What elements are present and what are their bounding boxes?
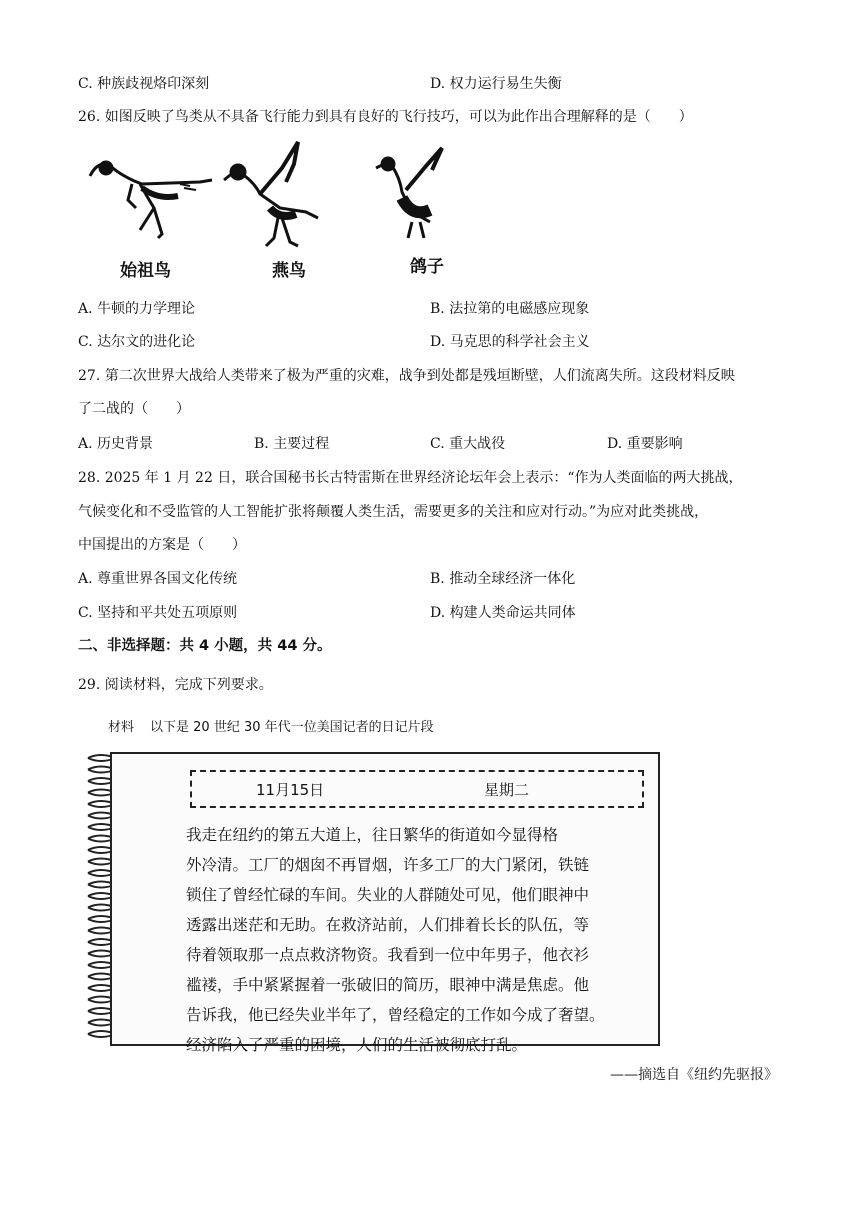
swallow-skeleton-icon [224,142,318,246]
diary-line: 待着领取那一点点救济物资。我看到一位中年男子，他衣衫 [186,946,590,964]
q26-stem: 26. 如图反映了鸟类从不具备飞行能力到具有良好的飞行技巧，可以为此作出合理解释的是（ ） [78,109,693,125]
q28-option-c: C. 坚持和平共处五项原则 [78,605,238,621]
material-source: ——摘选自《纽约先驱报》 [610,1067,778,1083]
diary-line: 外冷清。工厂的烟囱不再冒烟，许多工厂的大门紧闭，铁链 [186,856,590,874]
section2-heading: 二、非选择题：共 4 小题，共 44 分。 [78,638,332,654]
diary-page [110,752,660,1054]
diary-line: 锁住了曾经忙碌的车间。失业的人群随处可见，他们眼神中 [186,886,590,904]
diary-line: 我走在纽约的第五大道上，往日繁华的街道如今显得格 [186,826,559,844]
q26-option-a: A. 牛顿的力学理论 [78,301,196,317]
q27-stem-line1: 27. 第二次世界大战给人类带来了极为严重的灾难，战争到处都是残垣断壁，人们流离失所。这段材料反映 [78,368,735,384]
material-label: 材料 [108,720,135,735]
label-archaeopteryx: 始祖鸟 [120,261,171,281]
q29-stem: 29. 阅读材料，完成下列要求。 [78,677,273,693]
diary-text [186,820,646,1060]
q25-option-d: D. 权力运行易生失衡 [430,76,562,92]
diary-date-box [190,770,644,808]
material-title: 以下是 20 世纪 30 年代一位美国记者的日记片段 [150,720,434,735]
diary-line: 告诉我，他已经失业半年了，曾经稳定的工作如今成了奢望。 [186,1006,605,1024]
q25-option-c: C. 种族歧视烙印深刻 [78,76,210,92]
q26-option-c: C. 达尔文的进化论 [78,334,196,350]
archaeopteryx-skeleton-icon [90,162,212,238]
bird-skeletons-illustration [80,138,460,258]
q28-stem-line2: 气候变化和不受监管的人工智能扩张将颠覆人类生活，需要更多的关注和应对行动。”为应对此类挑战， [78,504,709,520]
diary-line: 透露出迷茫和无助。在救济站前，人们排着长长的队伍，等 [186,916,590,934]
diary-line: 褴褛，手中紧紧握着一张破旧的简历，眼神中满是焦虑。他 [186,976,590,994]
q28-stem-line3: 中国提出的方案是（ ） [78,537,246,553]
label-pigeon: 鸽子 [410,257,444,277]
pigeon-skeleton-icon [376,148,442,238]
diary-date: 11月15日 [256,781,325,799]
q27-option-b: B. 主要过程 [254,436,330,452]
q26-option-b: B. 法拉第的电磁感应现象 [430,301,590,317]
q28-option-a: A. 尊重世界各国文化传统 [78,571,238,587]
q27-stem-line2: 了二战的（ ） [78,401,190,417]
q26-option-d: D. 马克思的科学社会主义 [430,334,590,350]
diary-weekday: 星期二 [484,781,530,799]
diary-line: 经济陷入了严重的困境，人们的生活被彻底打乱。 [186,1036,528,1054]
q27-option-c: C. 重大战役 [430,436,506,452]
q28-stem-line1: 28. 2025 年 1 月 22 日，联合国秘书长古特雷斯在世界经济论坛年会上表示：“作为人类面临的两大挑战， [78,470,743,486]
q27-option-a: A. 历史背景 [78,436,154,452]
q28-option-b: B. 推动全球经济一体化 [430,571,576,587]
label-swallow: 燕鸟 [272,261,306,281]
q28-option-d: D. 构建人类命运共同体 [430,605,576,621]
q27-option-d: D. 重要影响 [607,436,683,452]
diary-notebook [84,748,660,1054]
material-caption [108,716,450,735]
